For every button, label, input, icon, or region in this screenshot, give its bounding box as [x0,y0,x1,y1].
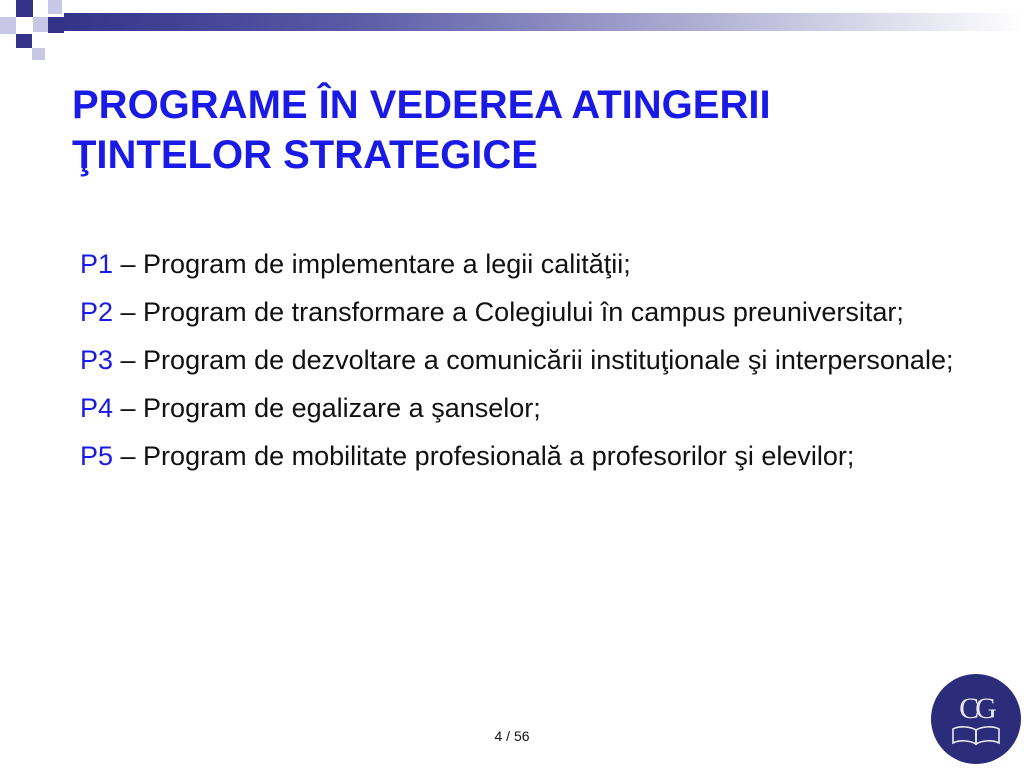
list-item [80,244,960,285]
logo-text: CG [959,692,993,725]
list-item [80,388,960,429]
page-indicator: 4 / 56 [494,728,530,744]
title-line-2: ŢINTELOR STRATEGICE [72,133,538,177]
deco-square [16,34,32,48]
program-text: – Program de transformare a Colegiului în campus preuniversitar; [113,297,904,327]
open-book-icon [951,724,1001,746]
deco-square [48,17,64,33]
slide-title [72,80,952,180]
header-gradient-bar [64,13,1024,31]
program-code: P3 [80,345,114,375]
program-code: P4 [80,393,114,423]
list-item [80,436,960,477]
list-item [80,292,960,333]
program-code: P5 [80,441,114,471]
institution-logo [931,674,1021,764]
deco-square [16,0,33,17]
title-line-1: PROGRAME ÎN VEDEREA ATINGERII [72,83,771,127]
deco-square [0,17,16,34]
header-decoration [0,0,1024,60]
program-text: – Program de dezvoltare a comunicării instituţionale şi interpersonale; [113,345,954,375]
program-text: – Program de mobilitate profesională a profesorilor şi elevilor; [113,441,855,471]
deco-square [32,48,45,60]
program-list [80,244,960,484]
program-text: – Program de implementare a legii calităţii; [113,249,631,279]
list-item [80,340,960,381]
program-code: P1 [80,249,114,279]
deco-square [48,0,62,14]
program-text: – Program de egalizare a şanselor; [113,393,541,423]
deco-square [33,17,48,32]
program-code: P2 [80,297,114,327]
